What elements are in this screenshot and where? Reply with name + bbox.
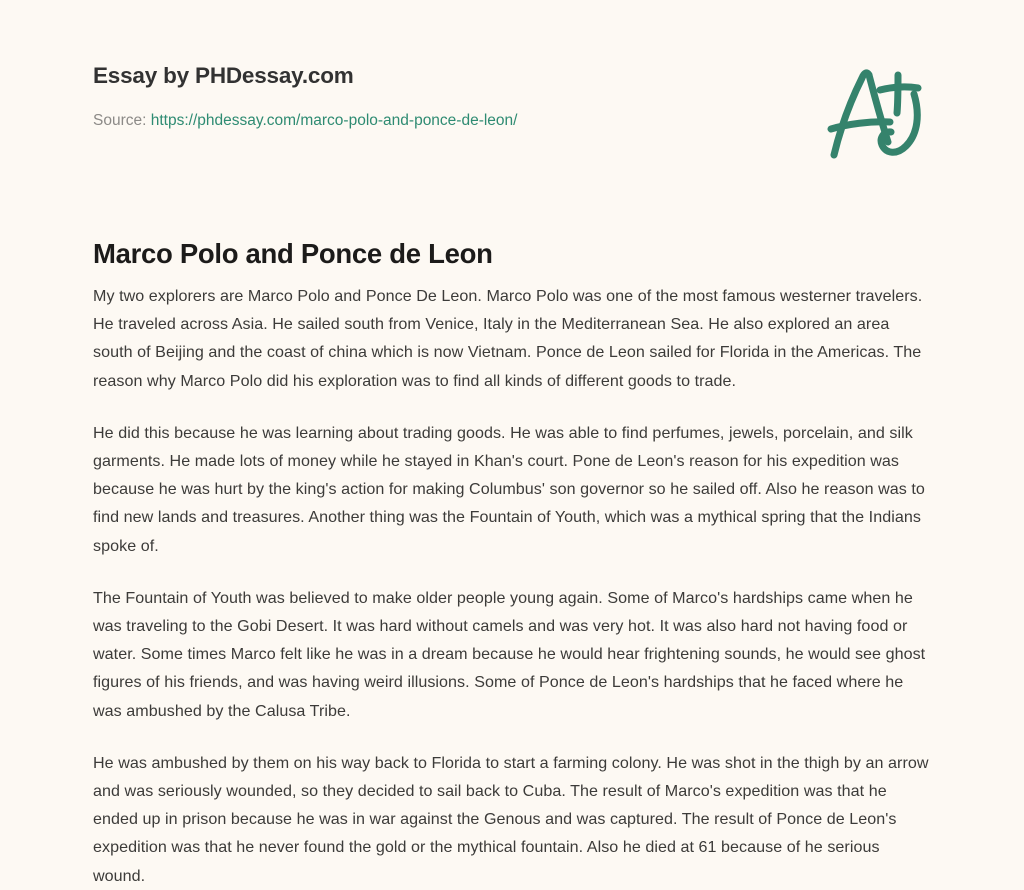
brand-title: Essay by PHDessay.com: [93, 63, 354, 88]
essay-paragraph: He was ambushed by them on his way back to Florida to start a farming colony. He was shot in the thigh by an arrow and was seriously wounded, so they decided to sail back to Cuba. The result of Marco's expedition was that he ended up in prison because he was in war against the Genous and was captured. The result of Ponce de Leon's expedition was that he never found the gold or the mythical fountain. Also he died at 61 because of he serious wound.: [93, 753, 929, 885]
essay-body: [93, 282, 933, 890]
essay-paragraph: My two explorers are Marco Polo and Ponce De Leon. Marco Polo was one of the most famous westerner travelers. He traveled across Asia. He sailed south from Venice, Italy in the Mediterranean Sea. He also explored an area south of Beijing and the coast of china which is now Vietnam. Ponce de Leon sailed for Florida in the Americas. The reason why Marco Polo did his exploration was to find all kinds of different goods to trade.: [93, 287, 923, 390]
source-label: Source:: [93, 112, 147, 129]
page-title: Marco Polo and Ponce de Leon: [93, 238, 493, 270]
a-plus-logo-icon: [818, 58, 930, 163]
source-url-link[interactable]: https://phdessay.com/marco-polo-and-ponce-de-leon/: [150, 112, 518, 129]
source-line: [93, 111, 933, 131]
essay-paragraph: The Fountain of Youth was believed to make older people young again. Some of Marco's hardships came when he was traveling to the Gobi Desert. It was hard without camels and was very hot. It was also hard not having food or water. Some times Marco felt like he was in a dream because he would hear frightening sounds, he would see ghost figures of his friends, and was having weird illusions. Some of Ponce de Leon's hardships that he faced where he was ambushed by the Calusa Tribe.: [93, 588, 926, 720]
essay-paragraph: He did this because he was learning about trading goods. He was able to find perfumes, jewels, porcelain, and silk garments. He made lots of money while he stayed in Khan's court. Pone de Leon's reason for his expedition was because he was hurt by the king's action for making Columbus' son governor so he sailed off. Also he reason was to find new lands and treasures. Another thing was the Fountain of Youth, which was a mythical spring that the Indians spoke of.: [93, 423, 925, 555]
page-header: [93, 62, 933, 131]
